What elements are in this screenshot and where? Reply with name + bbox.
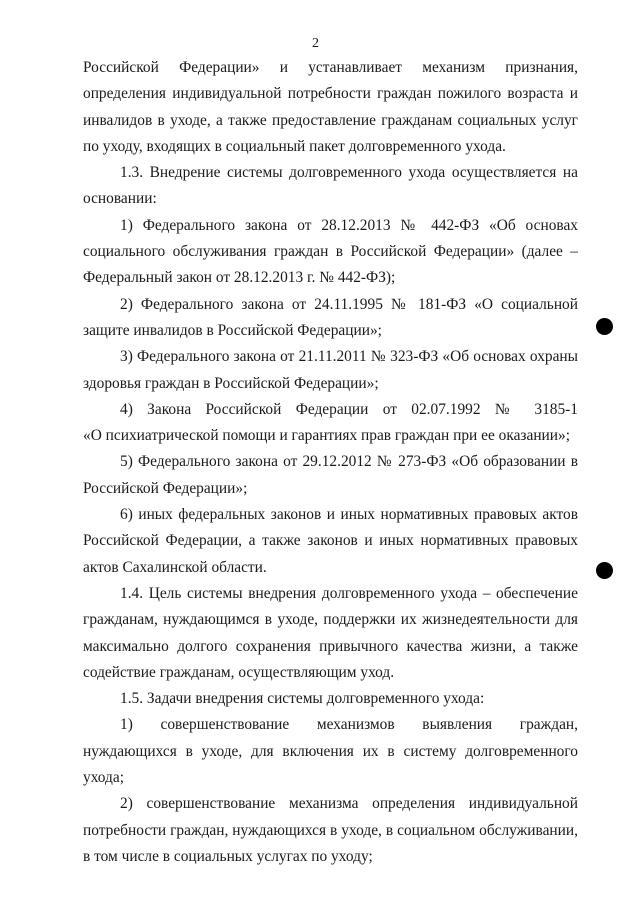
- paragraph-1-3: 1.3. Внедрение системы долговременного ухода осуществляется на основании:: [83, 164, 578, 208]
- task-item-1: 1) совершенствование механизмов выявления граждан, нуждающихся в уходе, для включения их в систему долговременного ухода;: [83, 716, 578, 787]
- list-item-other-acts: 6) иных федеральных законов и иных нормативных правовых актов Российской Федерации, а также законов и иных нормативных правовых актов Сахалинской области.: [83, 506, 578, 576]
- list-item-law-323: 3) Федерального закона от 21.11.2011 № 323-ФЗ «Об основах охраны здоровья граждан в Российской Федерации»;: [83, 348, 578, 392]
- list-item-law-442: 1) Федерального закона от 28.12.2013 № 442-ФЗ «Об основах социального обслуживания граждан в Российской Федерации» (далее – Федеральный закон от 28.12.2013 г. № 442-ФЗ);: [83, 216, 578, 287]
- paragraph-1-5: 1.5. Задачи внедрения системы долговременного ухода:: [120, 690, 485, 708]
- list-item-law-3185-1-title: «О психиатрической помощи и гарантиях прав граждан при ее оказании»;: [83, 427, 570, 445]
- punch-hole-bottom: [596, 562, 613, 579]
- document-body: [83, 55, 578, 870]
- paragraph-continuation: Российской Федерации» и устанавливает механизм признания, определения индивидуальной потребности граждан пожилого возраста и инвалидов в уходе, а также предоставление гражданам социальных услуг по уходу, входящих в социальный пакет долговременного ухода.: [83, 59, 578, 155]
- paragraph-1-4: 1.4. Цель системы внедрения долговременного ухода – обеспечение гражданам, нуждающимся в уходе, поддержки их жизнедеятельности для максимально долгого сохранения привычного качества жизни, а также содействие гражданам, осуществляющим уход.: [83, 584, 578, 681]
- punch-hole-top: [596, 318, 613, 335]
- list-item-law-3185-1: 4) Закона Российской Федерации от 02.07.1992 № 3185-1: [120, 400, 578, 418]
- list-item-law-181: 2) Федерального закона от 24.11.1995 № 181-ФЗ «О социальной защите инвалидов в Российской Федерации»;: [83, 295, 578, 339]
- page-number: 2: [312, 36, 319, 51]
- list-item-law-273: 5) Федерального закона от 29.12.2012 № 273-ФЗ «Об образовании в Российской Федерации»;: [83, 453, 578, 497]
- task-item-2: 2) совершенствование механизма определения индивидуальной потребности граждан, нуждающихся в уходе, в социальном обслуживании, в том числе в социальных услугах по уходу;: [83, 795, 578, 865]
